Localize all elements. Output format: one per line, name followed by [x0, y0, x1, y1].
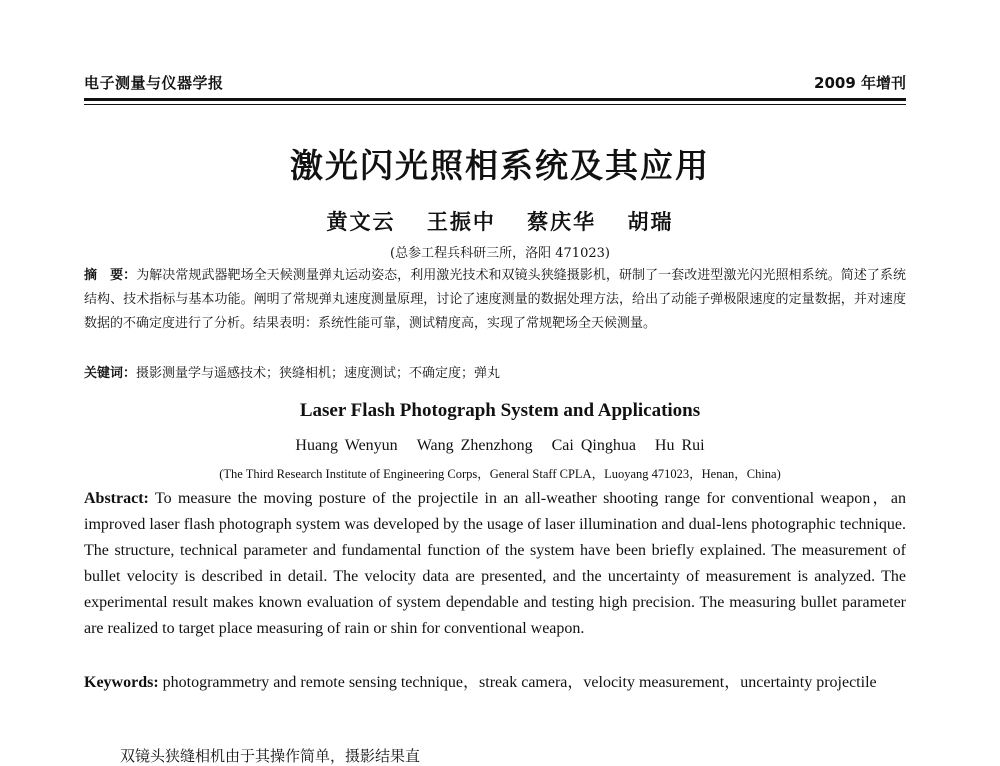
english-author: Cai Qinghua — [551, 437, 636, 454]
chinese-affiliation: (总参工程兵科研三所，洛阳 471023) — [390, 246, 610, 261]
chinese-title: 激光闪光照相系统及其应用 — [290, 146, 710, 185]
chinese-author: 黄文云 — [326, 209, 396, 234]
english-abstract-label: Abstract: — [84, 490, 149, 507]
issue-label: 2009 年增刊 — [814, 74, 906, 92]
chinese-author: 王振中 — [426, 209, 496, 234]
journal-name: 电子测量与仪器学报 — [84, 74, 224, 92]
chinese-keywords — [84, 363, 906, 385]
english-keywords-text: photogrammetry and remote sensing technique，streak camera，velocity measurement，uncertainty projectile — [162, 674, 877, 691]
english-abstract-text: To measure the moving posture of the projectile in an all-weather shooting range for conventional weapon，an improved laser flash photograph system was developed by the usage of laser illumination and dual-lens photographic technique. The structure, technical parameter and fundamental function of the system have been briefly explained. The measurement of bullet velocity is described in detail. The velocity data are presented, and the uncertainty of measurement is analyzed. The experimental result makes known evaluation of system dependable and testing high precision. The measuring bullet parameter are realized to target place measuring of rain or shin for conventional weapon. — [84, 490, 906, 637]
header-rule-thick — [84, 98, 906, 101]
body-first-line: 双镜头狭缝相机由于其操作简单，摄影结果直 — [120, 747, 421, 765]
chinese-abstract-text: 为解决常规武器靶场全天候测量弹丸运动姿态，利用激光技术和双镜头狭缝摄影机，研制了一套改进型激光闪光照相系统。简述了系统结构、技术指标与基本功能。阐明了常规弹丸速度测量原理，讨论了速度测量的数据处理方法，给出了动能子弹极限速度的定量数据，并对速度数据的不确定度进行了分析。结果表明：系统性能可靠，测试精度高，实现了常规靶场全天候测量。 — [84, 268, 906, 331]
english-author: Wang Zhenzhong — [416, 437, 533, 454]
english-title: Laser Flash Photograph System and Applications — [299, 400, 701, 421]
english-author: Hu Rui — [654, 437, 705, 454]
header-rule-thin — [84, 104, 906, 105]
chinese-author: 胡瑞 — [627, 209, 674, 234]
chinese-keywords-text: 摄影测量学与遥感技术；狭缝相机；速度测试；不确定度；弹丸 — [136, 366, 501, 381]
chinese-authors — [0, 206, 1000, 236]
english-keywords-label: Keywords: — [84, 674, 159, 691]
chinese-keywords-label: 关键词： — [84, 366, 137, 381]
english-author: Huang Wenyun — [295, 437, 398, 454]
chinese-author: 蔡庆华 — [527, 209, 597, 234]
english-abstract — [84, 486, 906, 642]
english-authors — [0, 437, 1000, 455]
english-affiliation: (The Third Research Institute of Engineering Corps，General Staff CPLA，Luoyang 471023，Henan，China) — [219, 467, 781, 481]
chinese-abstract-label: 摘 要： — [84, 268, 137, 283]
english-keywords — [84, 670, 906, 696]
running-header — [84, 72, 906, 92]
chinese-abstract — [84, 264, 906, 336]
